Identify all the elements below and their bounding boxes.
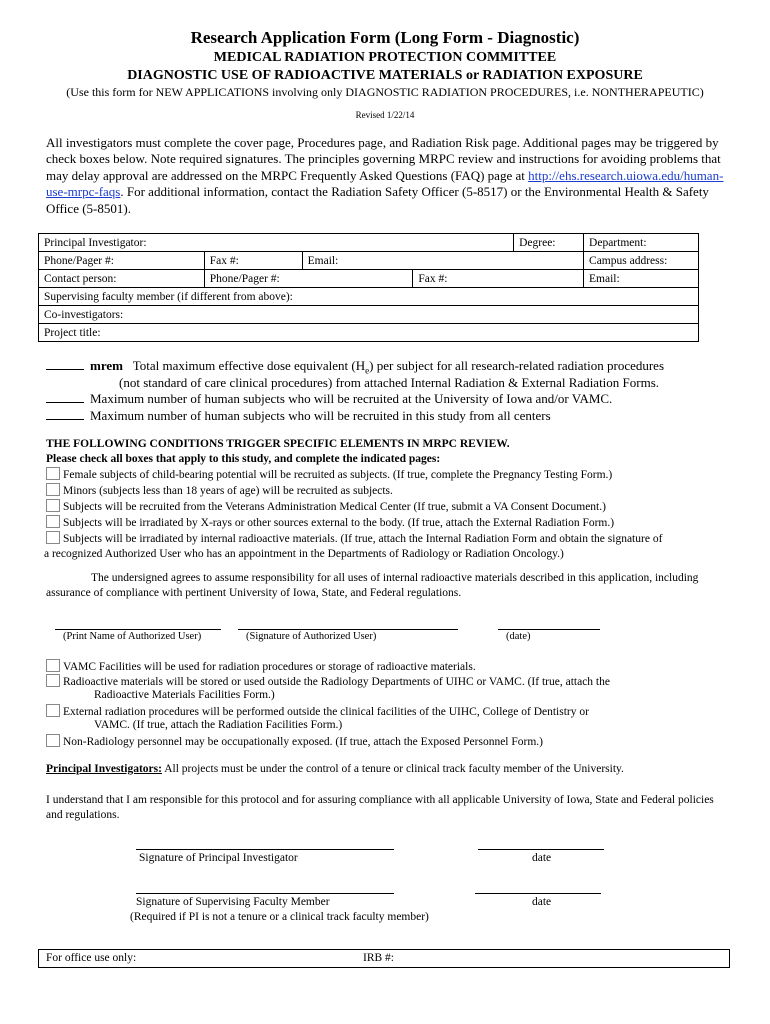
conditions-section xyxy=(46,437,736,562)
co-investigators-field[interactable]: Co-investigators: xyxy=(39,306,699,324)
facility-radioactive-storage xyxy=(46,674,610,688)
faculty-date-label: date xyxy=(532,896,552,908)
checkbox-radioactive-storage[interactable] xyxy=(46,674,60,687)
fax-field[interactable]: Fax #: xyxy=(204,252,302,270)
condition-minors xyxy=(46,483,736,499)
pi-requirement xyxy=(46,763,624,775)
office-use-label: For office use only: xyxy=(46,952,137,964)
pi-date-line[interactable] xyxy=(478,849,604,850)
intro-text-continued: . For additional information, contact the Radiation Safety Officer (5-8517) or the Environmental Health & Safety Office (5-8501). xyxy=(46,184,709,216)
form-title: Research Application Form (Long Form - Diagnostic) xyxy=(190,28,580,47)
recruit-all-blank[interactable] xyxy=(46,419,84,420)
faculty-signature-line[interactable] xyxy=(136,893,394,894)
condition-label: Subjects will be irradiated by X-rays or other sources external to the body. (If true, attach the External Radiation Form.) xyxy=(63,517,615,529)
faculty-requirement-note: (Required if PI is not a tenure or a clinical track faculty member) xyxy=(130,911,429,923)
pi-date-label: date xyxy=(532,852,552,864)
facility-label: VAMC Facilities will be used for radiation procedures or storage of radioactive materials. xyxy=(63,661,476,673)
checkbox-non-radiology[interactable] xyxy=(46,734,60,747)
degree-field[interactable]: Degree: xyxy=(514,234,584,252)
mrem-label: mrem xyxy=(90,358,123,373)
recruit-all-line xyxy=(46,408,551,424)
checkbox-minors[interactable] xyxy=(46,483,60,496)
dose-text: Total maximum effective dose equivalent (H xyxy=(132,358,366,373)
recruit-all-text: Maximum number of human subjects who will be recruited in this study from all centers xyxy=(90,408,551,423)
condition-external xyxy=(46,515,736,531)
condition-label: Minors (subjects less than 18 years of age) will be recruited as subjects. xyxy=(63,485,393,497)
condition-label: Subjects will be irradiated by internal radioactive materials. (If true, attach the Internal Radiation Form and obtain the signature of xyxy=(63,533,663,545)
facility-vamc xyxy=(46,659,476,673)
responsibility-statement: I understand that I am responsible for this protocol and for assuring compliance with all applicable University of Iowa, State and Federal policies and regulations. xyxy=(46,794,714,821)
pi-signature-label: Signature of Principal Investigator xyxy=(139,852,298,864)
conditions-heading: THE FOLLOWING CONDITIONS TRIGGER SPECIFIC ELEMENTS IN MRPC REVIEW. xyxy=(46,438,510,450)
faculty-date-line[interactable] xyxy=(475,893,601,894)
condition-label: Subjects will be recruited from the Veterans Administration Medical Center (If true, submit a VA Consent Document.) xyxy=(63,501,606,513)
pi-text: All projects must be under the control of a tenure or clinical track faculty member of the University. xyxy=(161,763,624,775)
recruit-iowa-line xyxy=(46,391,612,407)
authorized-date-label: (date) xyxy=(506,631,531,642)
office-use-box xyxy=(38,949,730,968)
contact-phone-field[interactable]: Phone/Pager #: xyxy=(204,270,413,288)
checkbox-internal[interactable] xyxy=(46,531,60,544)
committee-name: MEDICAL RADIATION PROTECTION COMMITTEE xyxy=(213,50,557,65)
pi-label: Principal Investigators: xyxy=(46,763,162,775)
checkbox-vamc[interactable] xyxy=(46,659,60,672)
checkbox-va[interactable] xyxy=(46,499,60,512)
checkbox-external-procedures[interactable] xyxy=(46,704,60,717)
phone-pager-field[interactable]: Phone/Pager #: xyxy=(39,252,205,270)
recruit-iowa-text: Maximum number of human subjects who will be recruited at the University of Iowa and/or VAMC. xyxy=(90,391,613,406)
authorized-signature-label: (Signature of Authorized User) xyxy=(246,631,377,642)
campus-address-field[interactable]: Campus address: xyxy=(584,252,699,270)
dose-subscript: e xyxy=(365,365,370,376)
intro-text: All investigators must complete the cover page, Procedures page, and Radiation Risk page. Additional pages may be triggered by check boxes below. Note required signatures. The principles governing MRPC review and instructions for avoiding problems that may delay approval are addressed on the MRPC Frequently Asked Questions (FAQ) page at xyxy=(46,135,721,183)
form-subtitle: DIAGNOSTIC USE OF RADIOACTIVE MATERIALS or RADIATION EXPOSURE xyxy=(127,68,643,83)
print-name-line[interactable] xyxy=(55,629,221,630)
dose-line-continued: (not standard of care clinical procedures) from attached Internal Radiation & External Radiation Forms. xyxy=(119,375,660,390)
investigator-info-table xyxy=(38,233,699,342)
facility-external-procedures xyxy=(46,704,589,718)
intro-paragraph xyxy=(46,135,726,217)
dose-text-end: ) per subject for all research-related radiation procedures xyxy=(369,358,665,373)
faq-link[interactable]: http://ehs.research.uiowa.edu/human-use-mrpc-faqs xyxy=(46,167,724,200)
condition-va xyxy=(46,499,736,515)
irb-number-field[interactable]: IRB #: xyxy=(363,952,394,964)
dose-line xyxy=(46,358,664,376)
facility-external-procedures-continued: VAMC. (If true, attach the Radiation Facilities Form.) xyxy=(94,719,343,731)
recruit-iowa-blank[interactable] xyxy=(46,402,84,403)
facility-label: Non-Radiology personnel may be occupationally exposed. (If true, attach the Exposed Personnel Form.) xyxy=(63,736,543,748)
pi-signature-line[interactable] xyxy=(136,849,394,850)
authorized-date-line[interactable] xyxy=(498,629,600,630)
faculty-signature-label: Signature of Supervising Faculty Member xyxy=(136,896,330,908)
dose-blank[interactable] xyxy=(46,369,84,370)
authorized-signature-line[interactable] xyxy=(238,629,458,630)
contact-fax-field[interactable]: Fax #: xyxy=(413,270,584,288)
contact-email-field[interactable]: Email: xyxy=(584,270,699,288)
department-field[interactable]: Department: xyxy=(584,234,699,252)
contact-person-field[interactable]: Contact person: xyxy=(39,270,205,288)
email-field[interactable]: Email: xyxy=(302,252,583,270)
facility-non-radiology xyxy=(46,734,543,748)
undersigned-statement: The undersigned agrees to assume responsibility for all uses of internal radioactive materials described in this application, including assurance of compliance with pertinent University of Iowa, State, and Federal regulations. xyxy=(46,572,699,599)
revision-date: Revised 1/22/14 xyxy=(355,110,415,120)
project-title-field[interactable]: Project title: xyxy=(39,324,699,342)
conditions-instruction: Please check all boxes that apply to this study, and complete the indicated pages: xyxy=(46,453,441,465)
condition-label: Female subjects of child-bearing potential will be recruited as subjects. (If true, complete the Pregnancy Testing Form.) xyxy=(63,469,613,481)
condition-pregnancy xyxy=(46,467,736,483)
checkbox-pregnancy[interactable] xyxy=(46,467,60,480)
supervising-faculty-field[interactable]: Supervising faculty member (if different from above): xyxy=(39,288,699,306)
facility-label: Radioactive materials will be stored or used outside the Radiology Departments of UIHC or VAMC. (If true, attach the xyxy=(63,676,610,688)
facility-radioactive-storage-continued: Radioactive Materials Facilities Form.) xyxy=(94,689,275,701)
facility-label: External radiation procedures will be performed outside the clinical facilities of the UIHC, College of Dentistry or xyxy=(63,706,589,718)
principal-investigator-field[interactable]: Principal Investigator: xyxy=(39,234,514,252)
print-name-label: (Print Name of Authorized User) xyxy=(63,631,202,642)
checkbox-external[interactable] xyxy=(46,515,60,528)
condition-internal xyxy=(46,531,736,547)
condition-internal-continued: a recognized Authorized User who has an appointment in the Departments of Radiology or Radiation Oncology.) xyxy=(44,548,564,560)
form-usage-note: (Use this form for NEW APPLICATIONS involving only DIAGNOSTIC RADIATION PROCEDURES, i.e. NONTHERAPEUTIC) xyxy=(66,85,704,99)
